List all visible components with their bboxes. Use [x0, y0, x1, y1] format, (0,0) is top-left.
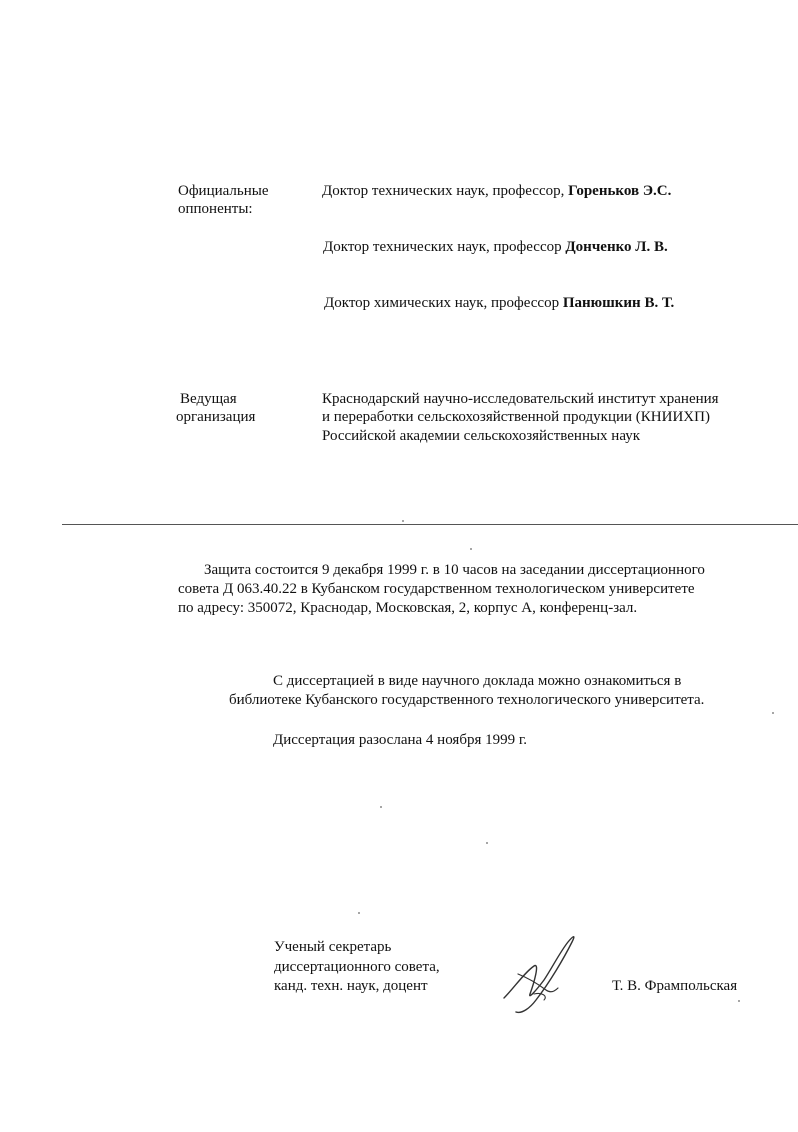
defense-line: совета Д 063.40.22 в Кубанском государственном технологическом университете [178, 581, 695, 597]
scan-speck [402, 520, 404, 522]
defense-line: Защита состоится 9 декабря 1999 г. в 10 часов на заседании диссертационного [204, 562, 705, 578]
leading-org-label-line1: Ведущая [180, 391, 237, 407]
secretary-line: канд. техн. наук, доцент [274, 978, 428, 994]
opponent-entry [323, 236, 668, 258]
leading-org-label-line2: организация [176, 409, 256, 425]
opponents-label-line2: оппоненты: [178, 201, 253, 217]
scan-speck [358, 912, 360, 914]
signature-icon [494, 928, 586, 1020]
opponents-label-line1: Официальные [178, 183, 269, 199]
opponent-title: Доктор технических наук, профессор [323, 239, 562, 255]
library-line: С диссертацией в виде научного доклада можно ознакомиться в [273, 673, 682, 689]
scan-speck [486, 842, 488, 844]
scan-speck [738, 1000, 740, 1002]
secretary-line: диссертационного совета, [274, 959, 440, 975]
defense-line: по адресу: 350072, Краснодар, Московская, 2, корпус А, конференц-зал. [178, 600, 638, 616]
scan-speck [772, 712, 774, 714]
leading-org-line: Российской академии сельскохозяйственных наук [322, 428, 641, 444]
leading-org-line: Краснодарский научно-исследовательский институт хранения [322, 391, 719, 407]
opponent-title: Доктор химических наук, профессор [324, 295, 560, 311]
opponent-name: Панюшкин В. Т. [562, 295, 675, 311]
library-line: библиотеке Кубанского государственного технологического университета. [229, 692, 705, 708]
opponent-name: Гореньков Э.С. [568, 183, 672, 199]
secretary-name: Т. В. Фрампольская [612, 978, 738, 994]
scan-speck [470, 548, 472, 550]
opponent-name: Донченко Л. В. [565, 239, 668, 255]
sent-date: Диссертация разослана 4 ноября 1999 г. [273, 732, 528, 748]
secretary-line: Ученый секретарь [274, 939, 392, 955]
opponent-title: Доктор технических наук, профессор, [322, 183, 565, 199]
leading-org-line: и переработки сельскохозяйственной продукции (КНИИХП) [322, 409, 710, 425]
opponent-entry [324, 292, 674, 314]
scan-speck [380, 806, 382, 808]
opponent-entry [322, 180, 671, 202]
divider-line [62, 524, 798, 525]
